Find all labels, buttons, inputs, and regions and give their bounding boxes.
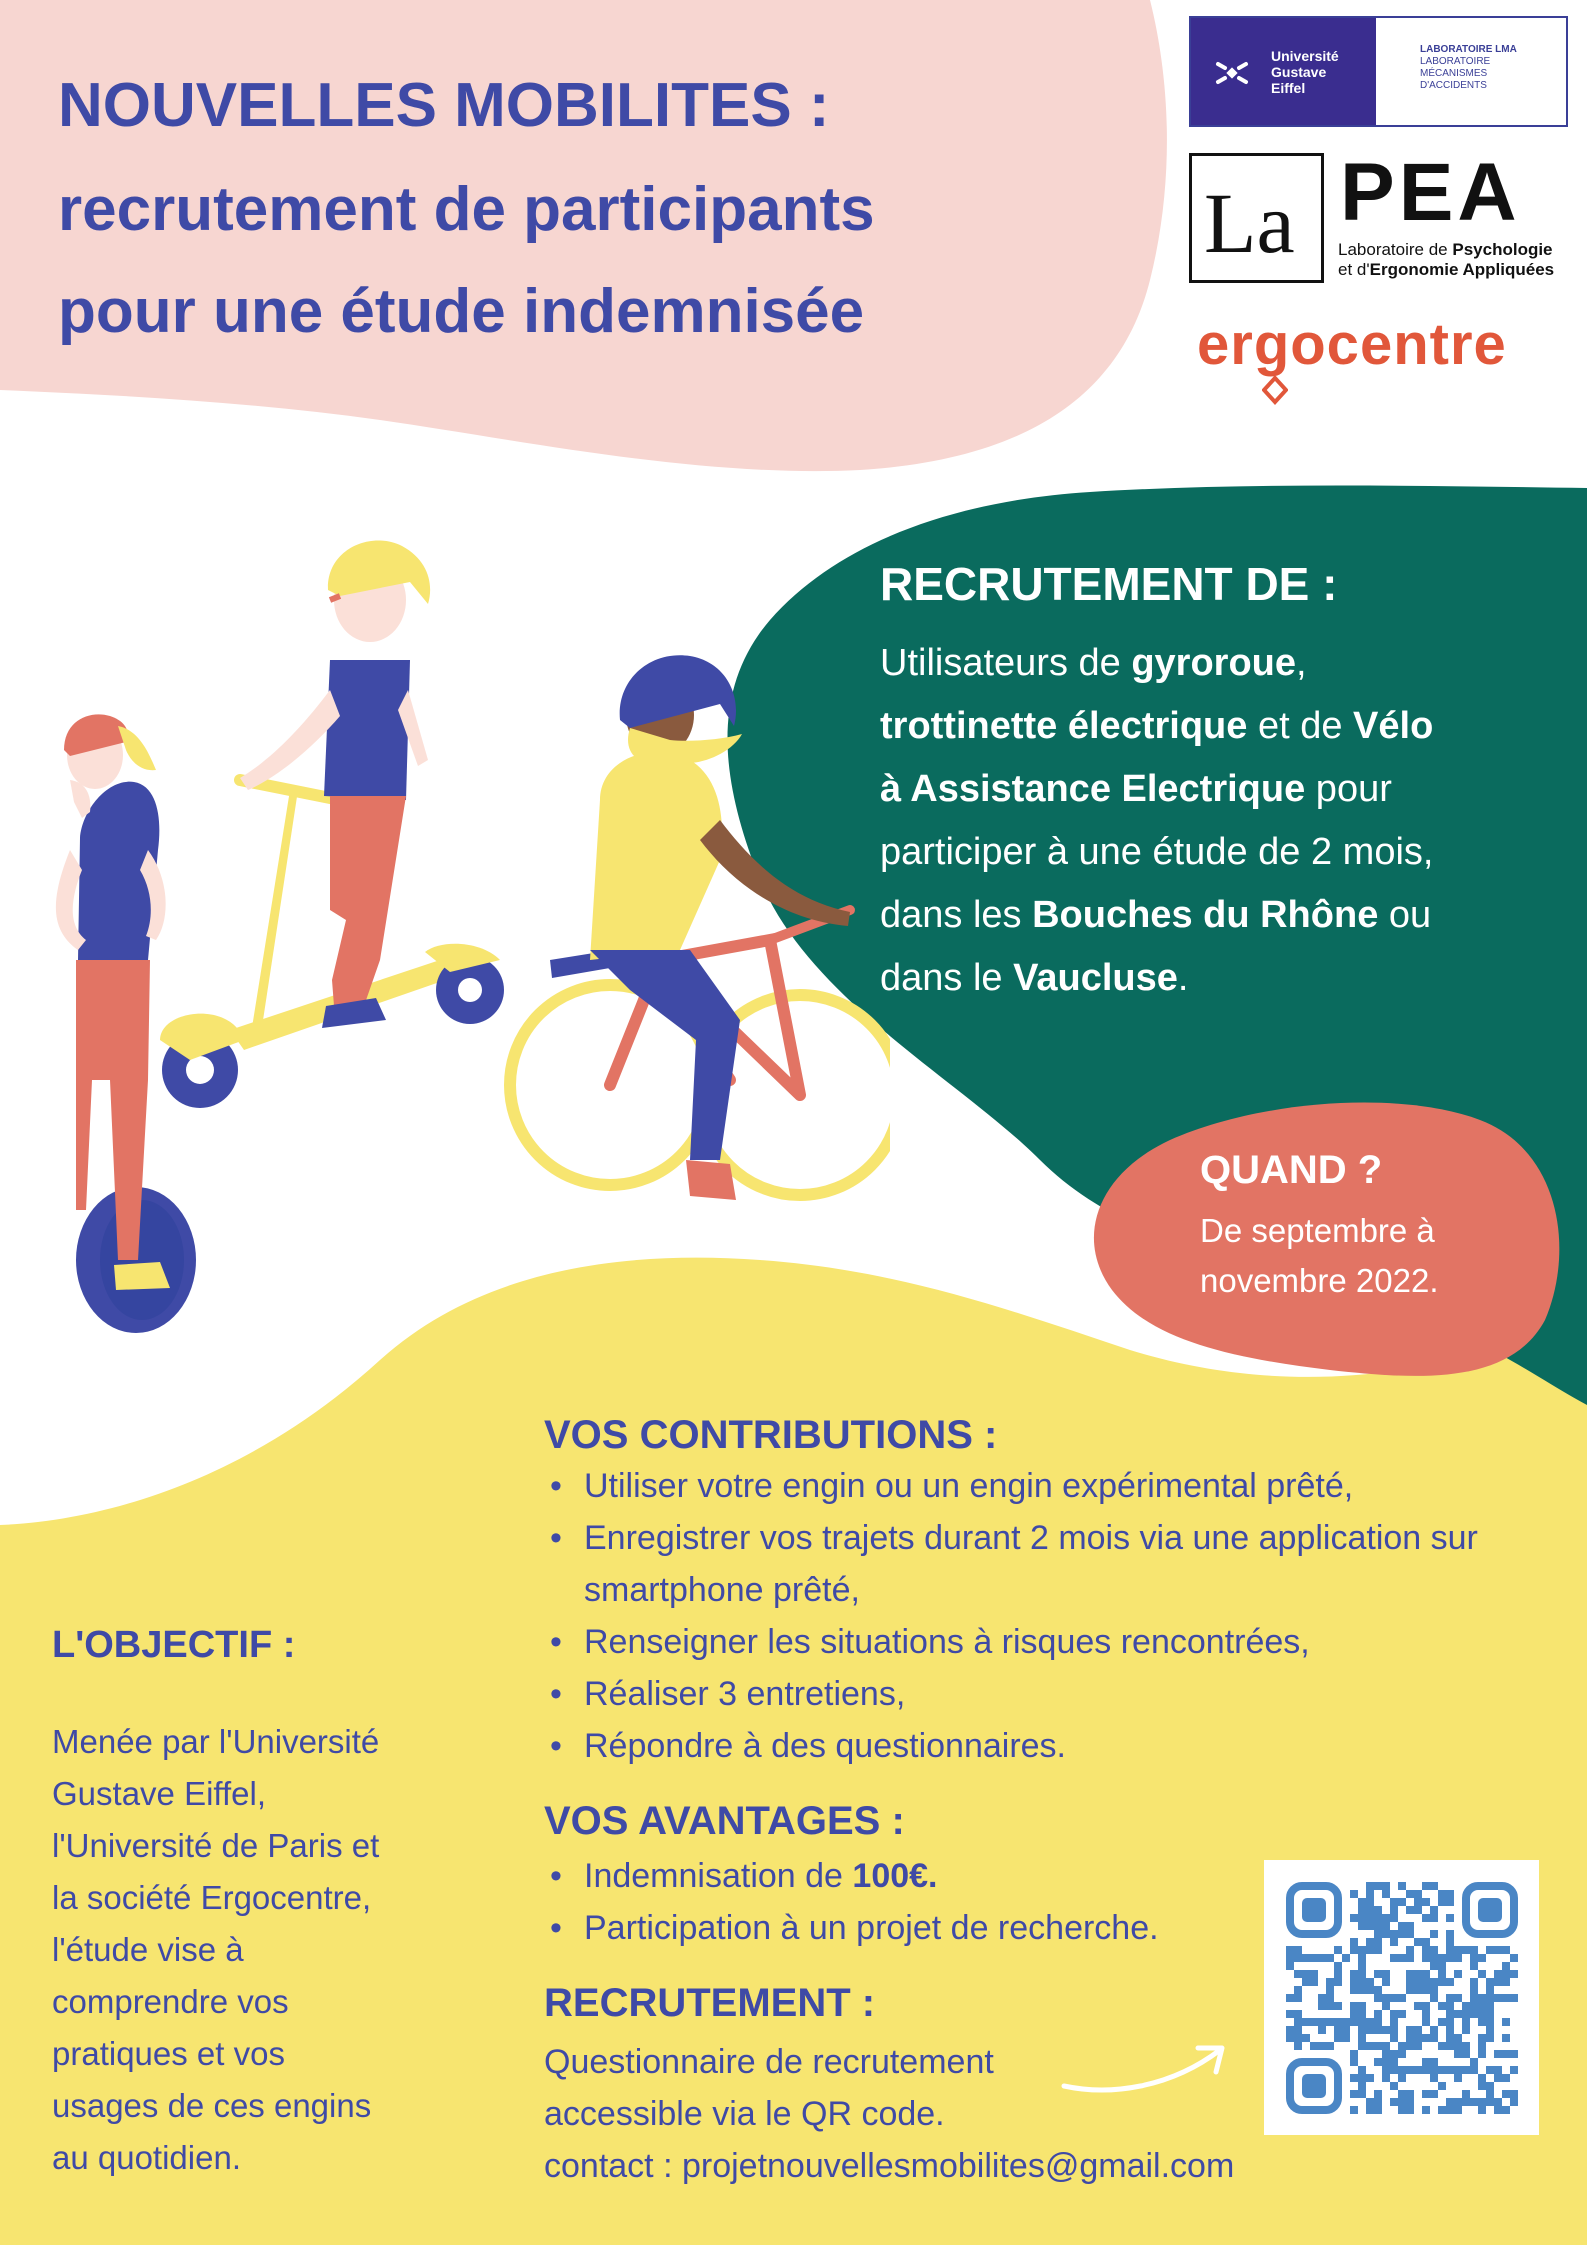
page-title-line1: NOUVELLES MOBILITES : [58, 71, 830, 140]
list-item: • Indemnisation de 100€. [544, 1850, 1244, 1902]
qr-code[interactable] [1264, 1860, 1539, 2135]
contact-email[interactable]: contact : projetnouvellesmobilites@gmail.com [544, 2147, 1235, 2185]
contributions-list [544, 1460, 1544, 1772]
recrutement-title: RECRUTEMENT : [544, 1981, 876, 2025]
ugeiffel-logo [1191, 18, 1376, 125]
ugeiffel-text-2: Gustave [1271, 64, 1327, 80]
lapea-la-box [1189, 153, 1324, 283]
ergocentre-diamond-icon [1262, 376, 1288, 406]
objectif-text: Menée par l'Université Gustave Eiffel, l'Université de Paris et la société Ergocentre, l'étude vise à comprendre vos pratiques et vos usages de ces engins au quotidien. [52, 1723, 380, 2176]
lma-text-2: LABORATOIRE [1420, 56, 1491, 67]
list-item: • Utiliser votre engin ou un engin expérimental prêté, [544, 1460, 1544, 1512]
contributions-title: VOS CONTRIBUTIONS : [544, 1413, 998, 1457]
objectif-title: L'OBJECTIF : [52, 1624, 296, 1666]
riders-illustration [30, 520, 890, 1340]
list-item: • Renseigner les situations à risques rencontrées, [544, 1616, 1544, 1668]
ugeiffel-emblem-icon [1215, 56, 1249, 90]
list-item: • Réaliser 3 entretiens, [544, 1668, 1544, 1720]
arrow-icon [1060, 2036, 1230, 2096]
avantages-title: VOS AVANTAGES : [544, 1799, 905, 1843]
scooter-rider-illustration [160, 540, 504, 1108]
recrutement-de-text: Utilisateurs de gyroroue, trottinette électrique et de Vélo à Assistance Electrique pour participer à une étude de 2 mois, dans les Bouches du Rhône ou dans le Vaucluse. [880, 642, 1434, 999]
recrutement-text: Questionnaire de recrutement accessible via le QR code. contact : projetnouvellesmobilites@gmail.com [544, 2036, 1234, 2192]
page-title-line2: recrutement de participants [58, 175, 875, 244]
lma-logo [1376, 18, 1566, 125]
bike-rider-illustration [510, 655, 890, 1200]
list-item: • Participation à un projet de recherche. [544, 1902, 1244, 1954]
ugeiffel-text-1: Université [1271, 48, 1339, 64]
ugeiffel-lma-logo [1189, 16, 1568, 127]
lapea-subtitle: Laboratoire de Psychologie et d'Ergonomie Appliquées [1338, 240, 1555, 279]
page-title-line3: pour une étude indemnisée [58, 277, 865, 346]
lapea-la-text: La [1204, 175, 1295, 271]
ergocentre-logo: ergocentre [1197, 312, 1507, 377]
lapea-pea-text: PEA [1340, 147, 1521, 238]
qr-code-icon [1264, 1860, 1539, 2135]
list-item: • Répondre à des questionnaires. [544, 1720, 1544, 1772]
list-item: • Enregistrer vos trajets durant 2 mois via une application sur smartphone prêté, [544, 1512, 1544, 1616]
avantages-list [544, 1850, 1244, 1954]
ugeiffel-text-3: Eiffel [1271, 80, 1306, 96]
quand-title: QUAND ? [1200, 1148, 1383, 1192]
quand-text: De septembre à novembre 2022. [1200, 1212, 1439, 1299]
lma-text-4: D'ACCIDENTS [1420, 80, 1487, 91]
recrutement-de-title: RECRUTEMENT DE : [880, 558, 1338, 610]
lma-text-3: MÉCANISMES [1420, 68, 1488, 79]
lma-text-1: LABORATOIRE LMA [1420, 44, 1517, 55]
